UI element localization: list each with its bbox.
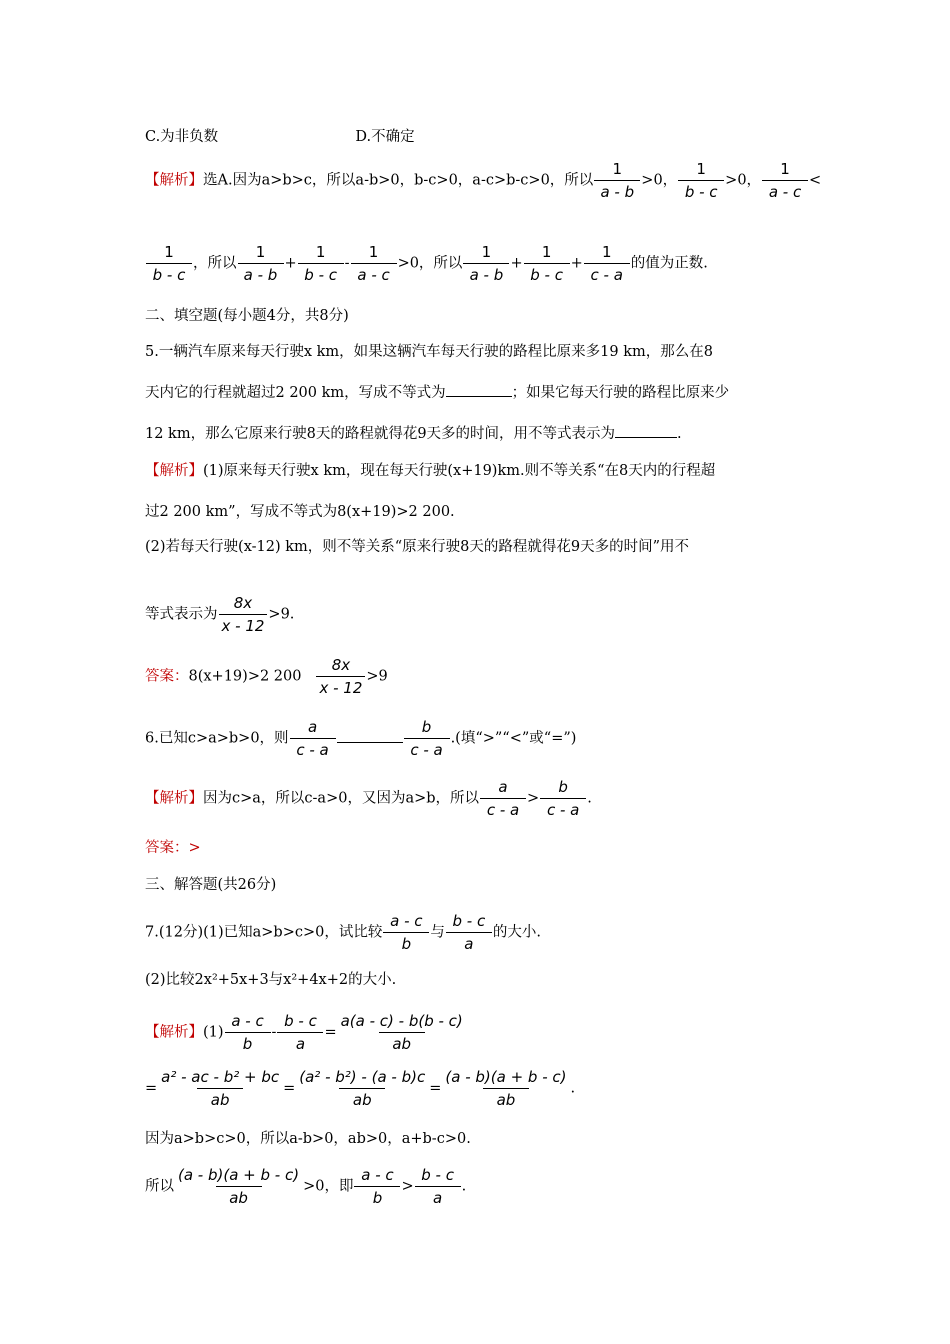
q5-line3: 12 km，那么它原来行驶8天的路程就得花9天多的时间，用不等式表示为 .	[145, 426, 682, 442]
section-heading-solve: 三、解答题(共26分)	[145, 877, 277, 893]
q7-line1: 7.(12分)(1)已知a>b>c>0，试比较 $\frac{a - c}{b}$ 与 $\frac{b - c}{a}$ 的大小.	[145, 912, 541, 953]
q4-solution-line1: 【解析】选A.因为a>b>c，所以a-b>0，b-c>0，a-c>b-c>0，所以 $\frac{1}{a - b}$ >0， $\frac{1}{b - c}$ >0， $\frac{1}{a - c}$ <	[145, 160, 822, 201]
q7-analysis-line3: 因为a>b>c>0，所以a-b>0，ab>0，a+b-c>0.	[145, 1131, 471, 1147]
fraction: $\frac{b - c}{a}$	[446, 912, 492, 953]
answer-label: 答案：	[145, 840, 189, 856]
fraction: $\frac{1}{c - a}$	[584, 243, 630, 284]
fraction: $\frac{1}{b - c}$	[524, 243, 570, 284]
q6-line1: 6.已知c>a>b>0，则 $\frac{a}{c - a}$ $\frac{b}{c - a}$ .(填“>”“<”或“=”)	[145, 718, 577, 759]
q5-line2: 天内它的行程就超过2 200 km，写成不等式为 ；如果它每天行驶的路程比原来少	[145, 385, 730, 401]
q6-answer: 答案：>	[145, 840, 201, 856]
fraction: $\frac{1}{a - b}$	[594, 160, 640, 201]
section-heading-fill-in: 二、填空题(每小题4分，共8分)	[145, 308, 349, 324]
fraction: $\frac{\text{(a² - b²) - (a - b)c}}{ab}$	[299, 1068, 426, 1109]
fraction: $\frac{8x}{x - 12}$	[316, 656, 365, 697]
fraction: $\frac{b}{c - a}$	[540, 778, 586, 819]
fraction: $\frac{a - c}{b}$	[383, 912, 429, 953]
option-c	[145, 127, 415, 147]
fraction: $\frac{b}{c - a}$	[404, 718, 450, 759]
q7-analysis-line1: 【解析】(1) $\frac{a - c}{b}$ - $\frac{b - c}{a}$ = $\frac{a(a - c) - b(b - c)}{ab}$	[145, 1012, 467, 1053]
answer-blank[interactable]	[337, 742, 403, 743]
fraction: $\frac{1}{a - c}$	[762, 160, 808, 201]
fraction: $\frac{a}{c - a}$	[290, 718, 336, 759]
fraction: $\frac{\text{a² - ac - b² + bc}}{ab}$	[161, 1068, 280, 1109]
q6-analysis: 【解析】因为c>a，所以c-a>0，又因为a>b，所以 $\frac{a}{c - a}$ > $\frac{b}{c - a}$ .	[145, 778, 592, 819]
fraction: $\frac{a}{c - a}$	[480, 778, 526, 819]
fraction: $\frac{1}{b - c}$	[678, 160, 724, 201]
answer-blank[interactable]	[615, 437, 677, 438]
analysis-tag: 【解析】	[145, 172, 203, 189]
fraction: $\frac{1}{a - b}$	[238, 243, 284, 284]
q5-analysis-line3: (2)若每天行驶(x-12) km，则不等关系“原来行驶8天的路程就得花9天多的时间”用不	[145, 539, 690, 555]
fraction: $\frac{1}{b - c}$	[146, 243, 192, 284]
option-c-text: C.为非负数	[145, 129, 219, 145]
fraction: $\frac{b - c}{a}$	[415, 1166, 461, 1207]
fraction: $\frac{a - c}{b}$	[354, 1166, 400, 1207]
fraction: $\frac{8x}{x - 12}$	[219, 594, 268, 635]
q5-line1: 5.一辆汽车原来每天行驶x km，如果这辆汽车每天行驶的路程比原来多19 km，那么在8	[145, 344, 713, 360]
answer-blank[interactable]	[446, 396, 512, 397]
q7-analysis-line2: = $\frac{\text{a² - ac - b² + bc}}{ab}$ = $\frac{\text{(a² - b²) - (a - b)c}}{ab}$ = $\frac{(a - b)(a + b - c)}{ab}$ .	[145, 1068, 576, 1109]
analysis-tag: 【解析】	[145, 463, 203, 479]
q4-text: 选A.因为a>b>c，所以a-b>0，b-c>0，a-c>b-c>0，所以	[203, 172, 594, 189]
q7-analysis-line4: 所以 $\frac{(a - b)(a + b - c)}{ab}$ >0，即 $\frac{a - c}{b}$ > $\frac{b - c}{a}$ .	[145, 1166, 467, 1207]
fraction: $\frac{1}{a - b}$	[463, 243, 509, 284]
fraction: $\frac{(a - b)(a + b - c)}{ab}$	[178, 1166, 300, 1207]
analysis-tag: 【解析】	[145, 790, 203, 807]
q4-solution-line2: $\frac{1}{b - c}$ ，所以 $\frac{1}{a - b}$ + $\frac{1}{b - c}$ - $\frac{1}{a - c}$ >0，所以 $\frac{1}{a - b}$ + $\frac{1}{b - c}$ + $\frac{1}{c - a}$ 的值为正数.	[145, 243, 708, 284]
fraction: $\frac{b - c}{a}$	[277, 1012, 323, 1053]
fraction: $\frac{a - c}{b}$	[225, 1012, 271, 1053]
q5-answer: 答案：8(x+19)>2 200 $\frac{8x}{x - 12}$ >9	[145, 656, 388, 697]
q5-analysis-line2: 过2 200 km”，写成不等式为8(x+19)>2 200.	[145, 504, 455, 520]
fraction: $\frac{1}{b - c}$	[298, 243, 344, 284]
fraction: $\frac{(a - b)(a + b - c)}{ab}$	[445, 1068, 567, 1109]
analysis-tag: 【解析】	[145, 1024, 203, 1041]
option-d-text: D.不确定	[355, 129, 415, 145]
fraction: $\frac{1}{a - c}$	[351, 243, 397, 284]
q5-analysis-line4: 等式表示为 $\frac{8x}{x - 12}$ >9.	[145, 594, 295, 635]
q5-analysis-line1: 【解析】(1)原来每天行驶x km，现在每天行驶(x+19)km.则不等关系“在8天内的行程超	[145, 463, 716, 479]
fraction: $\frac{a(a - c) - b(b - c)}{ab}$	[340, 1012, 463, 1053]
answer-label: 答案：	[145, 668, 189, 685]
q7-line2: (2)比较2x²+5x+3与x²+4x+2的大小.	[145, 972, 397, 988]
